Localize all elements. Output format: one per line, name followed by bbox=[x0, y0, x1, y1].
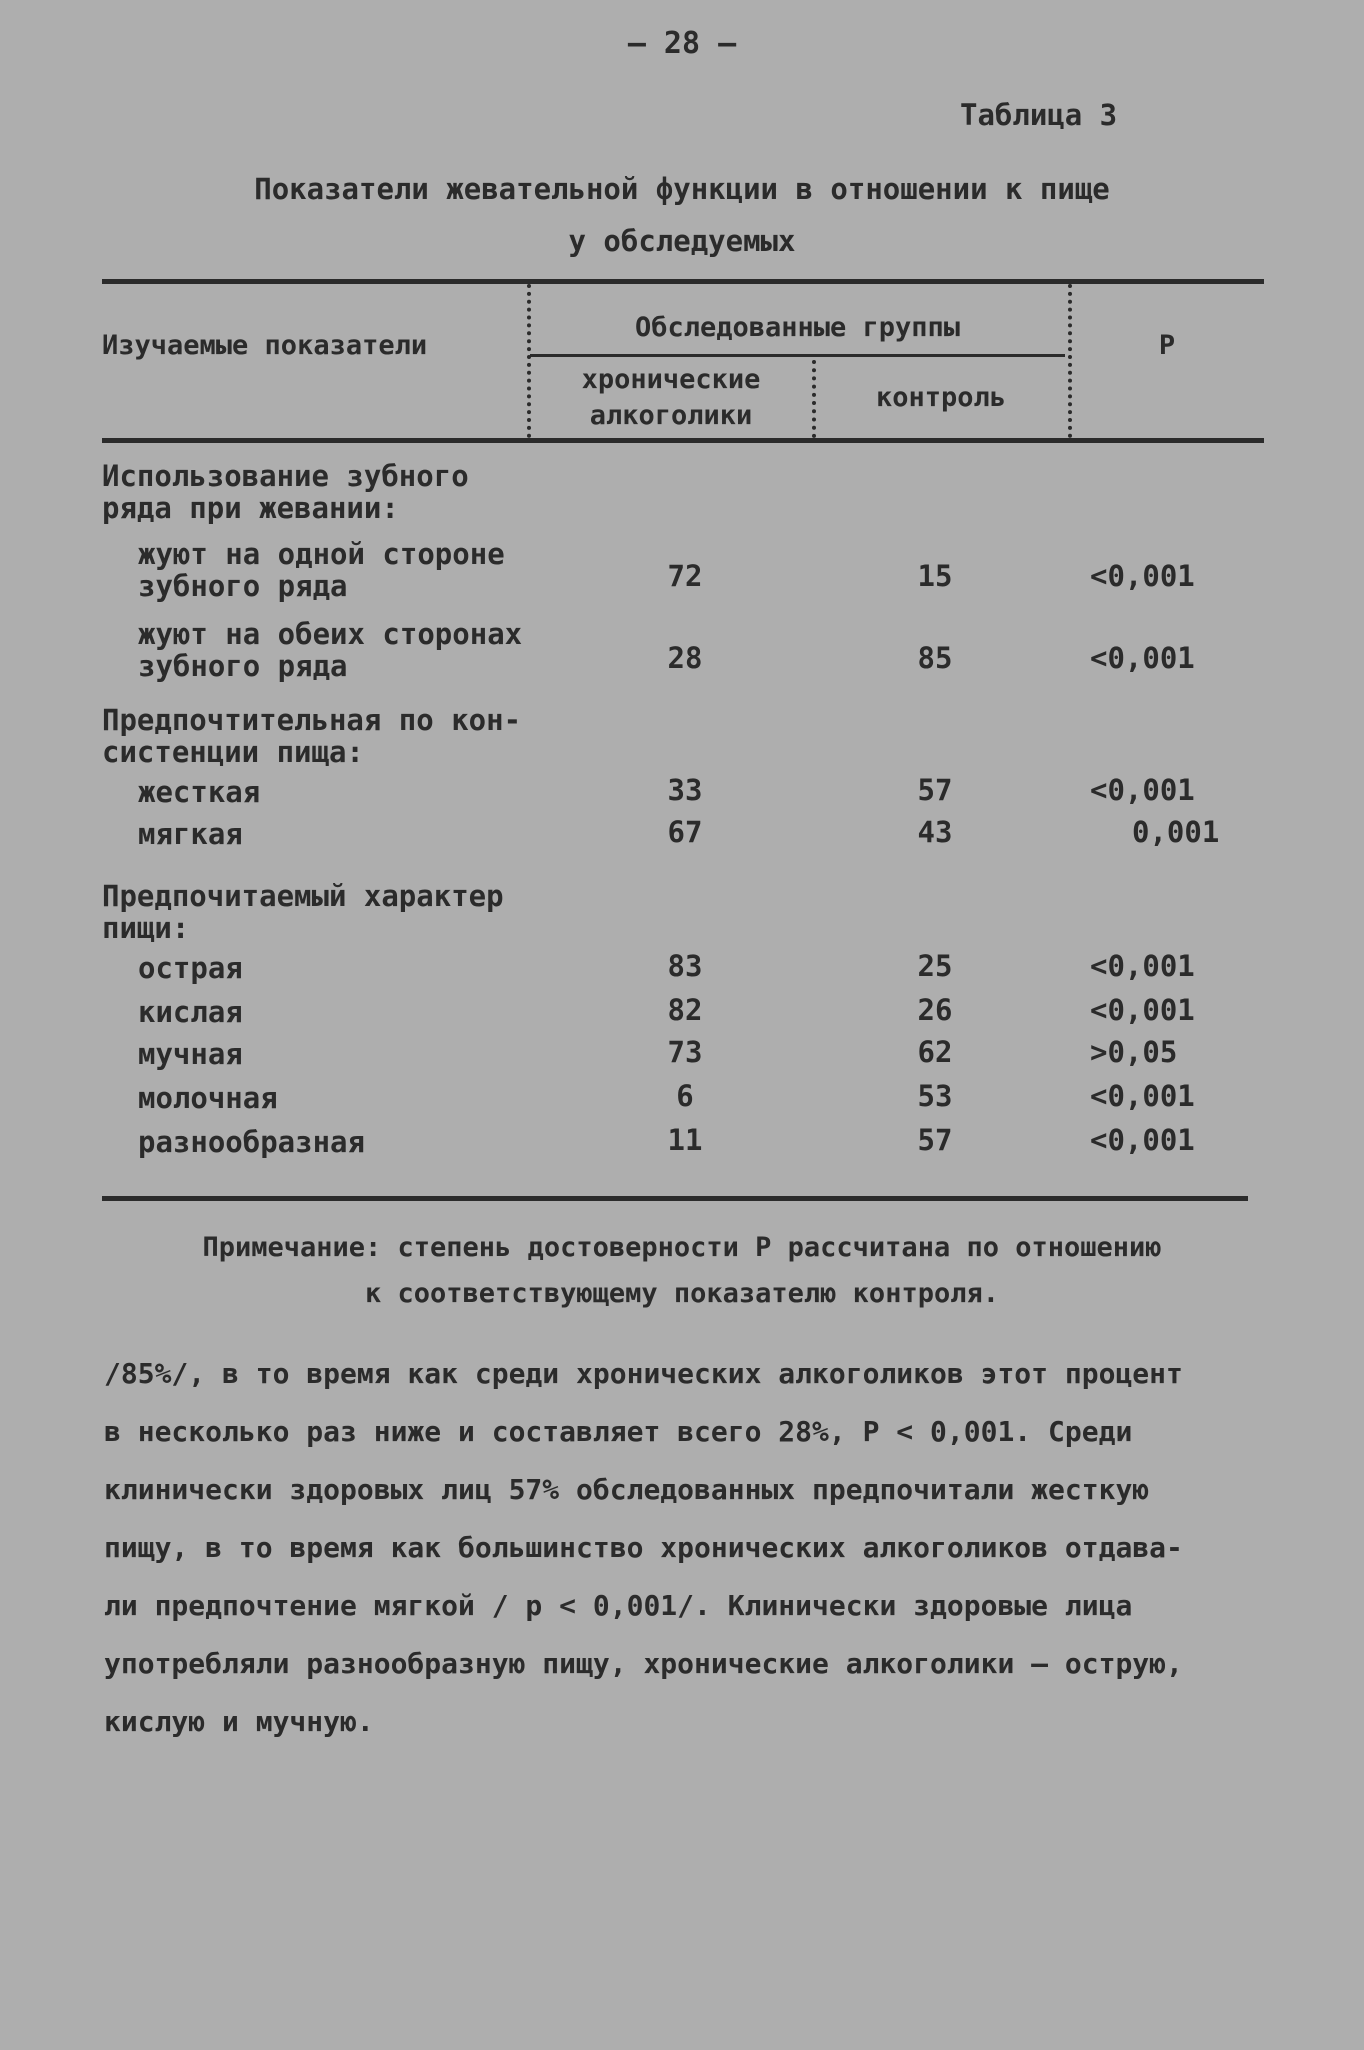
header-sub-alcoholics-1: хронические bbox=[581, 364, 761, 395]
header-sub-alcoholics-2: алкоголики bbox=[589, 400, 753, 431]
row-label: жуют на обеих сторонах bbox=[138, 617, 523, 651]
table-top-rule bbox=[102, 279, 1264, 284]
header-divider-1 bbox=[527, 284, 531, 438]
value-control: 25 bbox=[917, 949, 953, 983]
row-label: мучная bbox=[138, 1037, 243, 1071]
header-sub-control: контроль bbox=[875, 382, 1007, 413]
value-alcoholics: 11 bbox=[667, 1123, 703, 1157]
value-control: 15 bbox=[917, 559, 953, 593]
value-p: <0,001 bbox=[1090, 1123, 1195, 1157]
row-label: зубного ряда bbox=[138, 569, 348, 603]
table-title-line1: Показатели жевательной функции в отношении к пище bbox=[254, 172, 1110, 206]
table-title-line2: у обследуемых bbox=[568, 224, 796, 258]
value-alcoholics: 83 bbox=[667, 949, 703, 983]
section-heading: Предпочитаемый характер bbox=[102, 879, 504, 913]
value-p: 0,001 bbox=[1132, 815, 1220, 849]
header-group: Обследованные группы bbox=[634, 312, 961, 343]
section-heading: Предпочтительная по кон- bbox=[102, 703, 522, 737]
section-heading: Использование зубного bbox=[102, 459, 469, 493]
value-control: 85 bbox=[917, 641, 953, 675]
table-note-line1: Примечание: степень достоверности Р рассчитана по отношению bbox=[202, 1232, 1162, 1263]
table-bottom-rule bbox=[102, 1196, 1248, 1201]
table-note-line2: к соответствующему показателю контроля. bbox=[365, 1278, 999, 1309]
section-heading: пищи: bbox=[102, 911, 190, 945]
header-bottom-rule bbox=[102, 438, 1264, 443]
value-alcoholics: 33 bbox=[667, 773, 703, 807]
body-paragraph: /85%/, в то время как среди хронических алкоголиков этот процент в несколько раз ниже и составляет всего 28%, Р < 0,001. Среди клинически здоровых лиц 57% обследованных предпочитали жесткую пищу, в то время как большинство хронических алкоголиков отдава- ли предпочтение мягкой / р < 0,001/. Клинически здоровые лица употребляли разнообразную пищу, хронические алкоголики – острую, кислую и мучную. bbox=[104, 1357, 1183, 1738]
row-label: острая bbox=[138, 951, 243, 985]
row-label: жуют на одной стороне bbox=[138, 537, 505, 571]
section-heading: систенции пища: bbox=[102, 735, 364, 769]
table-label: Таблица 3 bbox=[960, 98, 1118, 132]
value-p: <0,001 bbox=[1090, 1079, 1195, 1113]
value-p: <0,001 bbox=[1090, 559, 1195, 593]
value-alcoholics: 73 bbox=[667, 1035, 703, 1069]
value-control: 53 bbox=[917, 1079, 953, 1113]
header-col-indicators: Изучаемые показатели bbox=[102, 330, 428, 361]
row-label: жесткая bbox=[138, 775, 261, 809]
value-control: 26 bbox=[917, 993, 953, 1027]
value-p: <0,001 bbox=[1090, 641, 1195, 675]
value-control: 43 bbox=[917, 815, 953, 849]
value-alcoholics: 28 bbox=[667, 641, 703, 675]
value-p: <0,001 bbox=[1090, 949, 1195, 983]
value-control: 57 bbox=[917, 1123, 953, 1157]
header-p: Р bbox=[1158, 330, 1176, 361]
value-alcoholics: 67 bbox=[667, 815, 703, 849]
value-alcoholics: 72 bbox=[667, 559, 703, 593]
page-number: – 28 – bbox=[627, 26, 737, 61]
value-p: <0,001 bbox=[1090, 773, 1195, 807]
group-underline bbox=[530, 354, 1065, 357]
value-alcoholics: 82 bbox=[667, 993, 703, 1027]
value-alcoholics: 6 bbox=[676, 1079, 694, 1113]
row-label: мягкая bbox=[138, 817, 243, 851]
row-label: зубного ряда bbox=[138, 649, 348, 683]
row-label: молочная bbox=[138, 1081, 278, 1115]
value-p: <0,001 bbox=[1090, 993, 1195, 1027]
section-heading: ряда при жевании: bbox=[102, 491, 399, 525]
value-control: 57 bbox=[917, 773, 953, 807]
row-label: кислая bbox=[138, 995, 243, 1029]
row-label: разнообразная bbox=[138, 1125, 365, 1159]
value-control: 62 bbox=[917, 1035, 953, 1069]
value-p: >0,05 bbox=[1090, 1035, 1178, 1069]
